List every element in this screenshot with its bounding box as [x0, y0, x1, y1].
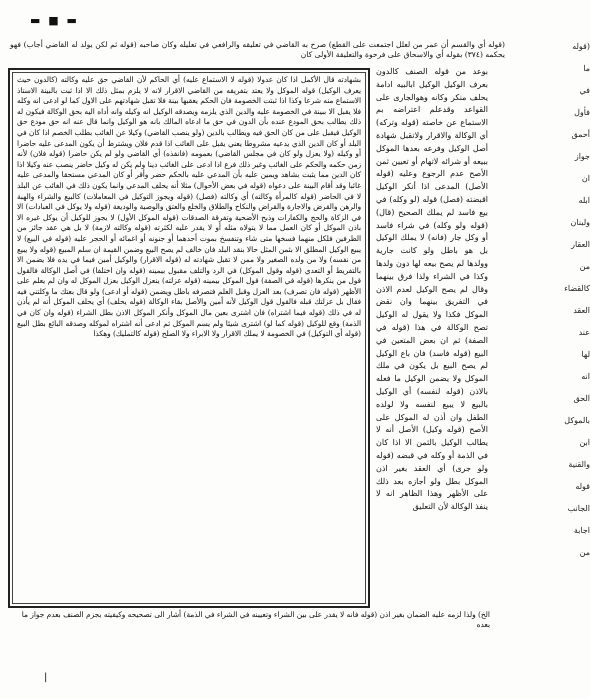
- margin-edge-line: عند: [578, 328, 590, 337]
- margin-edge-line: ان: [581, 174, 590, 183]
- margin-edge-line: بالموكل: [564, 416, 590, 425]
- margin-edge-line: ما: [583, 64, 590, 73]
- margin-edge-line: العقد: [573, 306, 590, 315]
- main-text-frame: [8, 68, 370, 608]
- margin-edge-line: أحمق: [571, 130, 590, 139]
- margin-edge-line: لها: [581, 350, 590, 359]
- margin-edge-line: العقار: [571, 240, 590, 249]
- margin-edge-line: من: [579, 262, 590, 271]
- bottom-footnote: الخ) ولذا لزمه عليه الضمان بغير اذن (قوله فانه لا يقدر على بين الشراء وتعيينه في الشراء في الذمة) أشار الى تصحيحه وكيفيته بجزم الصنف بعدم جواز ما بعده: [21, 610, 490, 629]
- margin-edge-line: من: [579, 548, 590, 557]
- margin-edge-line: الحق: [573, 394, 590, 403]
- margin-edge-line: ابن: [579, 438, 590, 447]
- margin-edge-line: قوله: [575, 482, 590, 491]
- margin-edge-line: الجانب: [567, 504, 590, 513]
- margin-edge-column: [546, 36, 590, 557]
- margin-edge-line: فأول: [574, 108, 590, 117]
- page-mark: |: [44, 672, 48, 683]
- commentary-side-column: بوعد من قوله الصنف كالدون بعرف الوكيل الوكيل ابالبيه ادامة يحلف منكر وكانه وهوالجارى على القواعد وقدعلم اعتراضه بم الاستماع عن خاصته (قوله وتركه) أي الوكالة والاقرار ولاتقبل شهادة أصل الوكيل وفرعه بعدها الموكل ببيعه أو شرائه لاتهام أو تعيين ثمن الأصح عدم الرجوع وعليه (قوله الأصل) المدعى اذا أنكر الوكيل اقبضته (فصل) قوله (لو وكله) في بيع فاسد لم يملك الصحيح (قال) (قوله ولو وكله) في شراء فاسد أو وكل جار (فانه) لا يملك الوكيل بل هو باطل ولو كانت جارية وولدها لم يصح بيعه لها دون ولدها وكذا في الشراء ولذا فرق بينهما وقال لم يصح الوكيل لعدم الاذن في التفريق بينهما وان نقض الموكل فكذا ولا يقول له الوكيل تصح الوكالة في هذا (قوله في الصفة) ثم ان بعض المتعين في البيع (قوله فاسد) فان باع الوكيل لم يصح البيع بل يكون في ملك الموكل ولا يضمن الوكيل ما فعله بالاذن (قوله لنفسه) أي الوكيل بالبيع لا يبيع لنفسه ولا لولده الطفل وان أذن له الموكل على الأصح (قوله وكيل) الأصل أنه لا يطالب الوكيل بالثمن الا اذا كان في الذمة أو وكله في قبضه (قوله ولو جرى) أي العقد بغير اذن الموكل بطل ولو أجازه بعد ذلك على الأظهر وهذا الظاهر انه لا ينفذ الوكالة لأن التعليق: [376, 67, 488, 512]
- margin-edge-line: ابله: [578, 196, 590, 205]
- margin-edge-line: كالقضاء: [564, 284, 590, 293]
- main-text-body: بشهادته قال الأكمل اذا كان عدولا (قوله لا الاستماع عليه) أي الحاكم لأن القاضي حق عليه وكالته (كالدون حيث يعرف الوكيل) قوله الموكل ولا يعتد بتفريقه من القاضي الاقرار لانه لا يلزم بمثل ذلك الا اذا ثبت بالبينة الاستاذ الاستماع منه شرعا وكذا اذا ثبتت الخصومة فان الحكم يعقبها بينة فلا تقبل شهادتهم على الاول كما لو ادعى انه وكله فلا يقبل الا ببينة في الخصومة عليه والدين الذي يلزمه ويصدقه الوكيل انه وكيله وانه أداه اليه بحق الوكالة فيكون له ذلك يطالب بحق المودع عنده بأن الدون في حق ما ادعاه المالك بانه هو الوكيل وانما قال عنه انه حق مودع حق الوكيل فيقبل على من كان الحق فيه ويطالب بالدين (ولو ينصب القاضي) وكيلا عن الغائب بطلب الخصم اذا كان في البلد أو كان الدين الذي يدعيه مشروطا يعني يقبل على الغائب اذا قدم فلان ويشترط أن يكون المدعى عليه حاضرا أو وكيله (ولا يعزل ولو كان في مجلس القاضي) بعمومه (فانفذه) أي القاضي ولو لم يكن حاضرا (قوله فلان) لأنه زمن حكمه والحكم على الغائب وغير ذلك فرع اذا ادعى على الغائب دينا ولم يكن له وكيل حاضر ينصب عنه وكيلا اذا كان الدين مما يثبت بشاهد ويمين عليه بأن المدعي عليه بالحكم حضر وأقر أو كان المدعي مستحقا والمدعى عليه غائبا وقد أقام البينة على دعواه (قوله في بعض الأحوال) مثلا أنه يحلف المدعي وانما يكون ذلك في الغائب عن البلد لا في الحاضر (قوله كالمرأة وكالته) أي وكالته (فصل) (قوله ويجوز التوكيل في المعاملات) كالبيع والشراء والهبة والرهن والقرض والاجارة والقراض والنكاح والطلاق والخلع والعتق والوصية والوديعة (قوله ولا يوكل في العبادات) الا في الزكاة والحج والكفارات وذبح الأضحية وتفرقة الصدقات (قوله الموكل الأول) لا يجوز للوكيل أن يوكل غيره الا باذن الموكل أو كان العمل مما لا يتولاه مثله أو لا يقدر عليه لكثرته (قوله وكالته لازمة) لا بل هي عقد جائز من الطرفين فلكل منهما فسخها متى شاء وتنفسخ بموت أحدهما أو جنونه أو اغمائه أو الحجر عليه (قوله في البيع) لا يبيع الوكيل المطلق الا بثمن المثل حالا بنقد البلد فان خالف لم يصح البيع وضمن القيمة ان سلم المبيع (قوله ولا يبيع من نفسه) ولا من ولده الصغير ولا ممن لا تقبل شهادته له (قوله الاقرار) والوكيل أمين فيما في يده فلا يضمن الا بالتفريط أو التعدي (قوله وقول الموكل) في الرد والتلف مقبول بيمينه (قوله وان اختلفا) في أصل الوكالة فالقول قول من ينكرها (قوله في الصفة) قول الموكل بيمينه (قوله عزلته) ينعزل الوكيل بعزل الموكل له وان لم يعلم على الأظهر (قوله فان تصرف) بعد العزل وقبل العلم فتصرفه باطل ويضمن (قوله أو ادعى) ولو قال بعتك ما وكلتني فيه فقال بل عزلتك قبله فالقول قول الوكيل لأنه أمين والأصل بقاء الوكالة (قوله يحلف) أي يحلف الموكل أنه لم يأذن له في ذلك (قوله فيما اشتراه) فان اشترى بعين مال الموكل وأنكر الموكل الاذن بطل الشراء (قوله وان كان في الذمة) وقع للوكيل (قوله كما لو) اشترى شيئا ولم يسم الموكل ثم ادعى أنه اشتراه لموكله وصدقه البائع بطل البيع (قوله أي التوكيل) في الخصومة لا يملك الاقرار ولا الابراء ولا الصلح (قوله كالتمليك) وهكذا: [17, 75, 361, 339]
- header-marks: ▬ ■ ▬: [30, 14, 79, 27]
- margin-edge-line: في: [579, 86, 590, 95]
- margin-edge-line: جواز: [574, 152, 590, 161]
- margin-edge-line: انه: [581, 372, 590, 381]
- margin-edge-line: ولبنان: [570, 218, 590, 227]
- headnote: (قوله أي والقسم أن عمر من لعلل اجتمعت على القطع) صرح به القاضي في تعليقه والرافعي في تعليله وكان صاحبه (قوله ثم لكن يولد له القاضي أجاب) فهو يحكمه (٣٧٤) بقوله أي والاسحاق على فرحوة والتعليقة الأولى كان: [10, 40, 505, 59]
- margin-edge-line: والقنية: [568, 460, 590, 469]
- margin-edge-line: اجابة: [573, 526, 590, 535]
- margin-edge-line: (قوله: [572, 42, 590, 51]
